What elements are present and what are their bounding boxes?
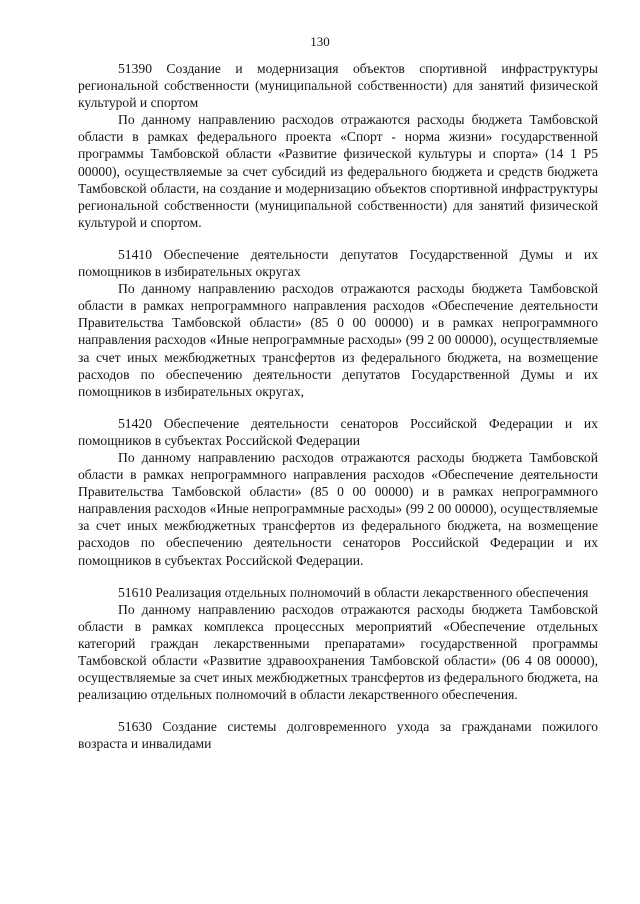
- section-body: По данному направлению расходов отражаются расходы бюджета Тамбовской области в рамках комплекса процессных мероприятий «Обеспечение отдельных категорий граждан лекарственными препаратами» государственной программы Тамбовской области «Развитие здравоохранения Тамбовской области» (06 4 08 00000), осуществляемые за счет иных межбюджетных трансфертов из федерального бюджета, на реализацию отдельных полномочий в области лекарственного обеспечения.: [78, 601, 598, 703]
- section-heading: 51390 Создание и модернизация объектов спортивной инфраструктуры региональной собственности (муниципальной собственности) для занятий физической культурой и спортом: [78, 61, 598, 111]
- section-heading: 51610 Реализация отдельных полномочий в области лекарственного обеспечения: [118, 584, 589, 600]
- section-51410: [78, 246, 598, 400]
- section-51420: [78, 415, 598, 569]
- section-heading: 51420 Обеспечение деятельности сенаторов Российской Федерации и их помощников в субъектах Российской Федерации: [78, 415, 598, 448]
- section-heading: 51410 Обеспечение деятельности депутатов Государственной Думы и их помощников в избирательных округах: [78, 246, 598, 280]
- page-number: 130: [310, 34, 330, 49]
- section-51610: [78, 584, 598, 704]
- section-body: По данному направлению расходов отражаются расходы бюджета Тамбовской области в рамках непрограммного направления расходов «Обеспечение деятельности Правительства Тамбовской области» (85 0 00 00000) и в рамках непрограммного направления расходов «Иные непрограммные расходы» (99 2 00 00000), осуществляемые за счет иных межбюджетных трансфертов из федерального бюджета, на возмещение расходов по обеспечению деятельности депутатов Государственной Думы и их помощников в избирательных округах,: [78, 281, 598, 399]
- section-heading: 51630 Создание системы долговременного ухода за гражданами пожилого возраста и инвалидами: [78, 719, 598, 752]
- section-body: По данному направлению расходов отражаются расходы бюджета Тамбовской области в рамках федерального проекта «Спорт - норма жизни» государственной программы Тамбовской области «Развитие физической культуры и спорта» (14 1 Р5 00000), осуществляемые за счет субсидий из федерального бюджета и средств бюджета Тамбовской области, на создание и модернизацию объектов спортивной инфраструктуры региональной собственности (муниципальной собственности) для занятий физической культурой и спортом.: [78, 112, 598, 230]
- document-body: [78, 60, 598, 767]
- section-body: По данному направлению расходов отражаются расходы бюджета Тамбовской области в рамках непрограммного направления расходов «Обеспечение деятельности Правительства Тамбовской области» (85 0 00 00000) и в рамках непрограммного направления расходов «Иные непрограммные расходы» (99 2 00 00000), осуществляемые за счет иных межбюджетных трансфертов из федерального бюджета, на возмещение расходов по обеспечению деятельности сенаторов Российской Федерации и их помощников в субъектах Российской Федерации.: [78, 449, 598, 568]
- section-51390: [78, 60, 598, 231]
- section-51630: [78, 718, 598, 752]
